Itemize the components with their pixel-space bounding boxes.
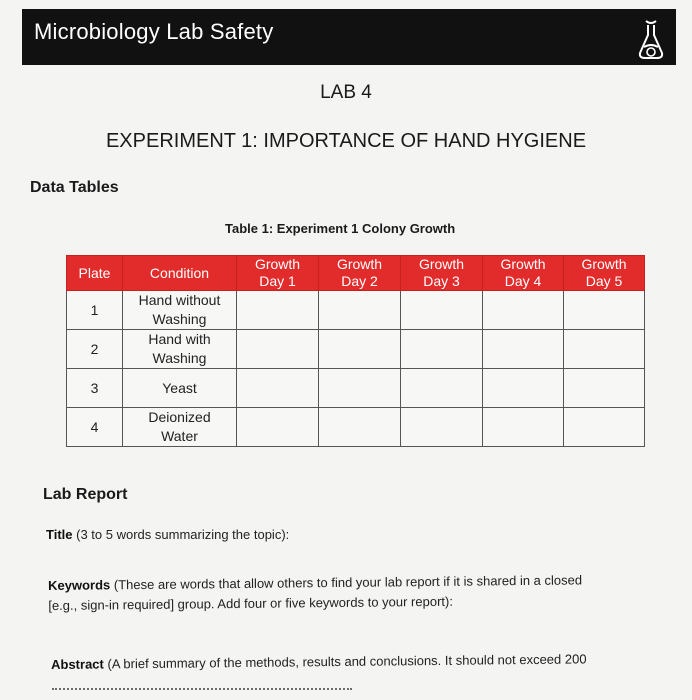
column-header: Growth Day 5 — [564, 256, 645, 291]
abstract-label: Abstract — [51, 656, 104, 672]
plate-cell: 2 — [67, 330, 123, 369]
growth-cell[interactable] — [319, 408, 401, 447]
column-header: Growth Day 4 — [483, 256, 564, 291]
abstract-prompt — [51, 651, 587, 672]
experiment-title: EXPERIMENT 1: IMPORTANCE OF HAND HYGIENE — [105, 130, 587, 152]
keywords-prompt — [48, 572, 582, 613]
growth-cell[interactable] — [237, 291, 319, 330]
flask-logo-icon — [636, 17, 666, 61]
growth-cell[interactable] — [237, 369, 319, 408]
condition-cell: Hand with Washing — [123, 330, 237, 369]
page-header — [22, 9, 676, 65]
condition-cell: Deionized Water — [123, 408, 237, 447]
growth-cell[interactable] — [564, 291, 645, 330]
cut-off-text-line — [52, 688, 352, 698]
plate-cell: 1 — [67, 291, 123, 330]
growth-cell[interactable] — [483, 291, 564, 330]
table-caption: Table 1: Experiment 1 Colony Growth — [225, 221, 456, 236]
column-header: Growth Day 3 — [401, 256, 483, 291]
title-label: Title — [46, 527, 73, 542]
growth-cell[interactable] — [401, 330, 483, 369]
title-hint: (3 to 5 words summarizing the topic): — [76, 527, 290, 542]
abstract-hint: (A brief summary of the methods, results and conclusions. It should not exceed 200 — [107, 651, 587, 672]
lab-report-heading: Lab Report — [43, 486, 128, 503]
growth-cell[interactable] — [483, 330, 564, 369]
page-title: Microbiology Lab Safety — [34, 19, 274, 44]
condition-cell: Yeast — [123, 369, 237, 408]
column-header: Growth Day 2 — [319, 256, 401, 291]
growth-cell[interactable] — [319, 369, 401, 408]
growth-cell[interactable] — [483, 369, 564, 408]
growth-cell[interactable] — [401, 291, 483, 330]
plate-cell: 3 — [67, 369, 123, 408]
growth-cell[interactable] — [483, 408, 564, 447]
table-row — [67, 369, 645, 408]
growth-cell[interactable] — [237, 330, 319, 369]
data-tables-heading: Data Tables — [30, 179, 119, 196]
growth-cell[interactable] — [564, 408, 645, 447]
column-header: Plate — [67, 256, 123, 291]
growth-cell[interactable] — [401, 408, 483, 447]
table-row — [67, 408, 645, 447]
table-row — [67, 291, 645, 330]
keywords-hint-line2: [e.g., sign-in required] group. Add four or five keywords to your report): — [48, 593, 454, 613]
keywords-hint: (These are words that allow others to find your lab report if it is shared in a closed — [113, 572, 583, 593]
colony-growth-table — [66, 255, 645, 447]
lab-number: LAB 4 — [320, 82, 372, 103]
growth-cell[interactable] — [564, 330, 645, 369]
growth-cell[interactable] — [319, 291, 401, 330]
growth-cell[interactable] — [237, 408, 319, 447]
condition-cell: Hand without Washing — [123, 291, 237, 330]
table-header-row — [67, 256, 645, 291]
growth-cell[interactable] — [564, 369, 645, 408]
plate-cell: 4 — [67, 408, 123, 447]
growth-cell[interactable] — [319, 330, 401, 369]
column-header: Condition — [123, 256, 237, 291]
growth-cell[interactable] — [401, 369, 483, 408]
column-header: Growth Day 1 — [237, 256, 319, 291]
title-prompt — [46, 527, 289, 542]
keywords-label: Keywords — [48, 577, 111, 593]
table-row — [67, 330, 645, 369]
